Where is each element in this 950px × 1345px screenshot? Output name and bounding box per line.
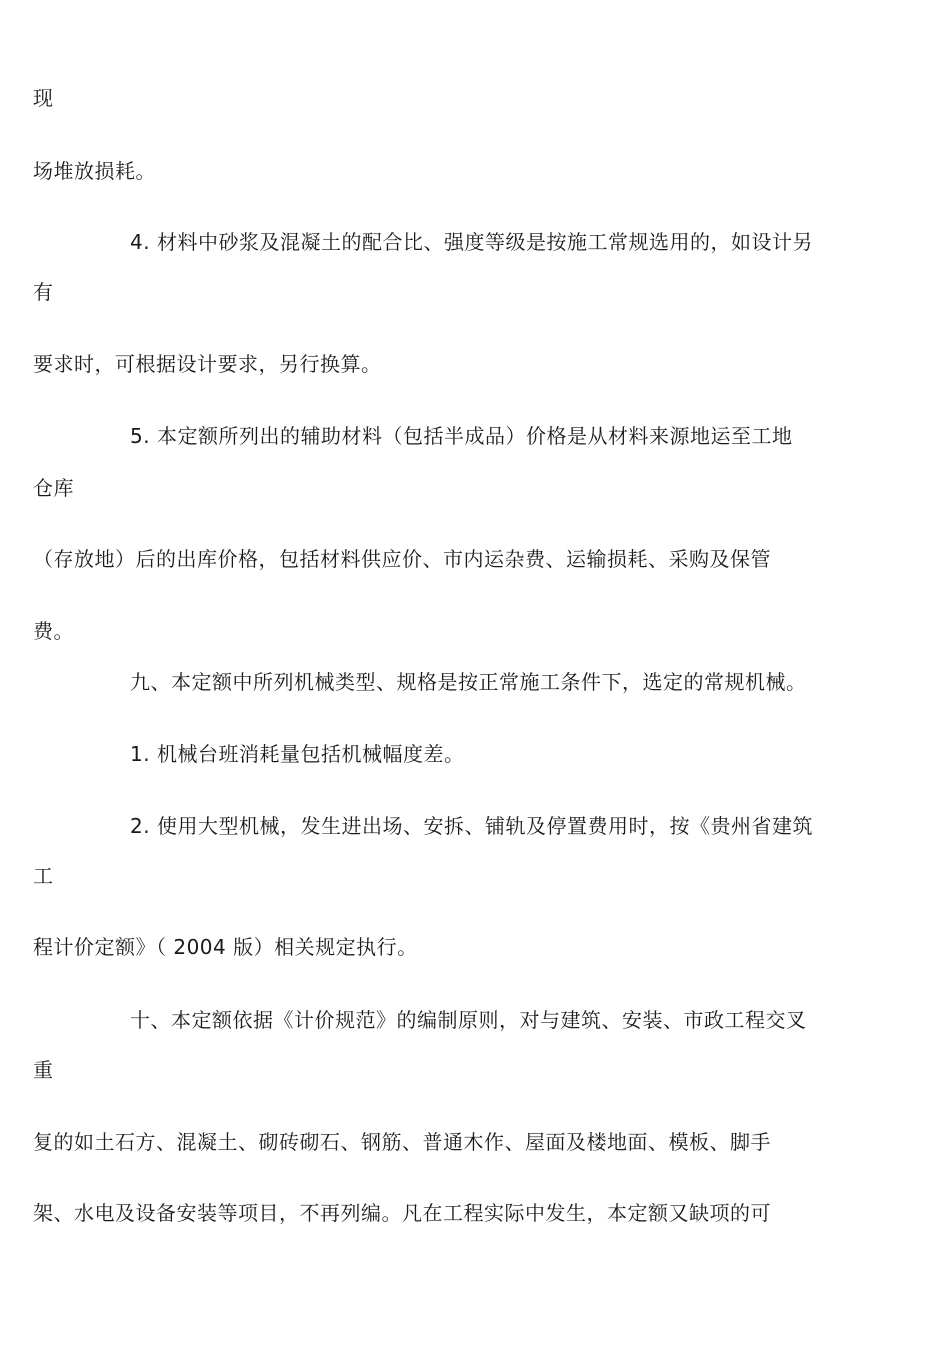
text-line: 场堆放损耗。	[33, 159, 156, 183]
text-line: 程计价定额》（ 2004 版）相关规定执行。	[33, 935, 418, 959]
text-line: 十、本定额依据《计价规范》的编制原则，对与建筑、安装、市政工程交叉	[130, 1008, 807, 1032]
text-line: 复的如土石方、混凝土、砌砖砌石、钢筋、普通木作、屋面及楼地面、模板、脚手	[33, 1130, 771, 1154]
text-line: 要求时，可根据设计要求，另行换算。	[33, 352, 382, 376]
text-line: 架、水电及设备安装等项目，不再列编。凡在工程实际中发生，本定额又缺项的可	[33, 1201, 771, 1225]
text-line: 1. 机械台班消耗量包括机械幅度差。	[130, 742, 465, 766]
text-line: 九、本定额中所列机械类型、规格是按正常施工条件下，选定的常规机械。	[130, 670, 807, 694]
text-line: 5. 本定额所列出的辅助材料（包括半成品）价格是从材料来源地运至工地	[130, 424, 793, 448]
text-line: 4. 材料中砂浆及混凝土的配合比、强度等级是按施工常规选用的，如设计另	[130, 230, 813, 254]
text-line: 费。	[33, 619, 74, 643]
text-line: 仓库	[33, 476, 74, 500]
text-line: 有	[33, 280, 54, 304]
text-line: 现	[33, 86, 54, 110]
text-line: 重	[33, 1058, 54, 1082]
text-line: （存放地）后的出库价格，包括材料供应价、市内运杂费、运输损耗、采购及保管	[33, 547, 771, 571]
text-line: 2. 使用大型机械，发生进出场、安拆、铺轨及停置费用时，按《贵州省建筑	[130, 814, 813, 838]
text-line: 工	[33, 864, 54, 888]
